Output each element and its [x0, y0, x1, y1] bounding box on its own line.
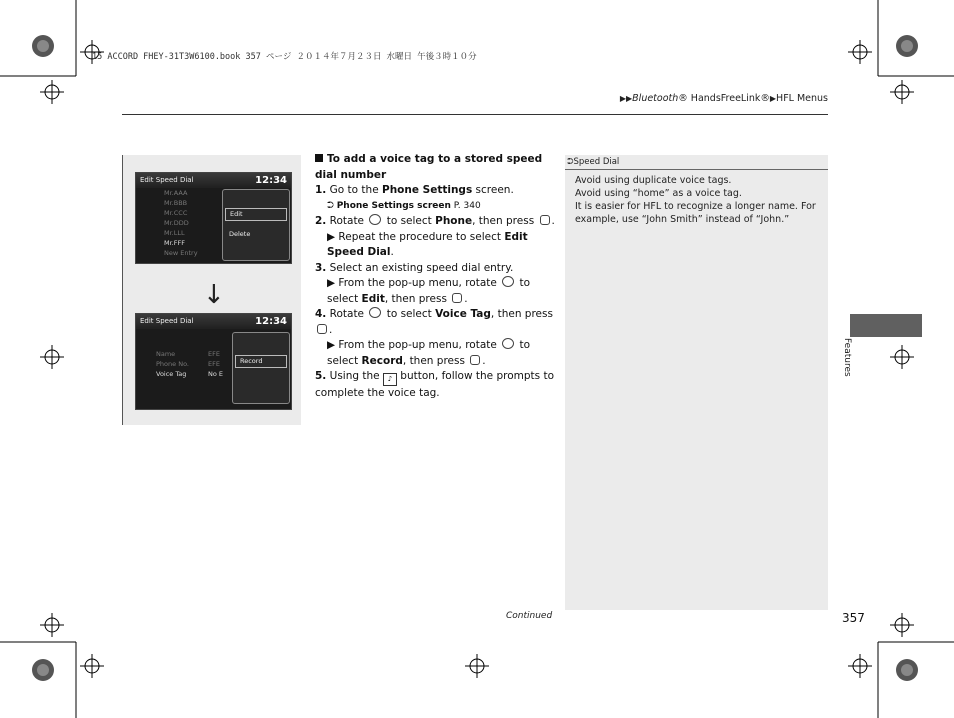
- double-arrow-icon: ⮊: [567, 157, 574, 167]
- field-label: Voice Tag: [156, 370, 187, 378]
- notes-body: [565, 170, 828, 230]
- step-text-bold: Phone: [435, 215, 473, 227]
- step-text: to select: [383, 308, 436, 320]
- step-text: to select: [327, 277, 531, 305]
- step-text: Go to the: [329, 184, 382, 196]
- step-text: Select an existing speed dial entry.: [329, 261, 514, 274]
- step-text: Rotate: [329, 215, 368, 227]
- list-item: Mr.BBB: [164, 199, 188, 207]
- popup-menu: [222, 189, 290, 261]
- step-text: , then press: [384, 292, 451, 305]
- note-line: Avoid using “home” as a voice tag.: [575, 188, 742, 199]
- continued-label: Continued: [506, 611, 553, 621]
- list-item: New Entry: [164, 249, 198, 257]
- popup-option-edit: Edit: [225, 208, 287, 221]
- selector-knob-icon: [369, 307, 381, 318]
- down-arrow-icon: ↓: [203, 280, 225, 310]
- breadcrumb-hfl-menus: HFL Menus: [776, 93, 828, 104]
- step-number: 1.: [315, 184, 327, 196]
- step-number: 2.: [315, 215, 327, 227]
- step-2: 2. Rotate to select Phone, then press .: [315, 215, 555, 227]
- step-number: 4.: [315, 308, 327, 320]
- step-1: [315, 183, 555, 199]
- step-4: 4. Rotate to select Voice Tag, then press .: [315, 308, 553, 336]
- step-text: , then press: [490, 308, 553, 320]
- reference-link: Phone Settings screen: [336, 200, 451, 211]
- step-text: button, follow the prompts to complete the voice tag.: [315, 370, 555, 399]
- step-text: to select: [383, 215, 436, 227]
- arrow-icon: ▶▶: [619, 94, 633, 103]
- page-number: 357: [842, 611, 865, 625]
- step-text: to select: [327, 339, 531, 367]
- step-text: Repeat the procedure to select: [338, 230, 505, 243]
- figure-panel: [122, 155, 301, 425]
- print-header-note: 15 ACCORD FHEY-31T3W6100.book 357 ページ ２０１４年７月２３日 水曜日 午後３時１０分: [92, 52, 477, 62]
- step-3-sub: ▶ From the pop-up menu, rotate to select Edit, then press .: [327, 277, 531, 305]
- step-text-bold: Record: [361, 354, 403, 367]
- step-text-bold: Edit: [361, 292, 385, 305]
- list-item: Mr.LLL: [164, 229, 185, 237]
- list-item: Mr.CCC: [164, 209, 188, 217]
- field-value: EFE: [208, 360, 220, 368]
- breadcrumb: [620, 93, 828, 104]
- screen-clock: 12:34: [255, 175, 287, 186]
- note-line: Avoid using duplicate voice tags.: [575, 175, 732, 186]
- talk-button-icon: ♪: [383, 373, 397, 386]
- step-text: , then press: [402, 354, 469, 367]
- breadcrumb-bluetooth: Bluetooth: [632, 93, 679, 104]
- step-2-sub: ▶ Repeat the procedure to select Edit Speed Dial.: [327, 230, 528, 258]
- step-number: 3.: [315, 261, 327, 274]
- list-item: Mr.FFF: [164, 239, 185, 247]
- step-text: From the pop-up menu, rotate: [338, 339, 501, 351]
- screen-titlebar: [136, 173, 291, 188]
- notes-title-text: Speed Dial: [573, 157, 620, 167]
- step-text: From the pop-up menu, rotate: [338, 277, 501, 289]
- cross-reference: ⮊ Phone Settings screen P. 340: [327, 200, 481, 211]
- press-knob-icon: [452, 293, 462, 303]
- screen-edit-speed-dial: [135, 172, 292, 264]
- field-label: Name: [156, 350, 176, 358]
- step-5: [315, 369, 555, 402]
- screen-title: Edit Speed Dial: [140, 176, 194, 184]
- list-item: Mr.DDD: [164, 219, 189, 227]
- press-knob-icon: [470, 355, 480, 365]
- step-text-bold: Phone Settings: [382, 184, 473, 196]
- popup-option-delete: Delete: [229, 230, 251, 238]
- section-tab: [850, 314, 922, 337]
- arrow-icon: ▶: [769, 94, 777, 103]
- selector-knob-icon: [502, 276, 514, 287]
- field-value: EFE: [208, 350, 220, 358]
- selector-knob-icon: [502, 338, 514, 349]
- step-4-sub: ▶ From the pop-up menu, rotate to select Record, then press .: [327, 339, 531, 367]
- header-rule: [122, 114, 828, 115]
- step-text: Rotate: [329, 308, 368, 320]
- step-text: Using the: [329, 370, 383, 382]
- steps-heading-text: To add a voice tag to a stored speed dial number: [315, 153, 543, 181]
- notes-panel: [565, 155, 828, 610]
- selector-knob-icon: [369, 214, 381, 225]
- step-number: 5.: [315, 370, 327, 382]
- note-line: It is easier for HFL to recognize a longer name. For example, use “John Smith” instead of “John.”: [575, 201, 816, 225]
- step-text: screen.: [472, 184, 514, 196]
- screen-titlebar: [136, 314, 291, 329]
- screen-title: Edit Speed Dial: [140, 317, 194, 325]
- instruction-steps: [315, 152, 555, 402]
- section-label: Features: [842, 338, 852, 377]
- steps-heading: [315, 152, 555, 183]
- step-3: [315, 261, 555, 277]
- breadcrumb-handsfreelink: ® HandsFreeLink®: [678, 93, 770, 104]
- list-item: Mr.AAA: [164, 189, 188, 197]
- notes-title: [565, 155, 828, 170]
- press-knob-icon: [317, 324, 327, 334]
- popup-option-record: Record: [235, 355, 287, 368]
- field-label: Phone No.: [156, 360, 189, 368]
- field-value: No E: [208, 370, 224, 378]
- step-text-bold: Edit Speed Dial: [327, 230, 528, 258]
- popup-menu: [232, 332, 290, 404]
- press-knob-icon: [540, 215, 550, 225]
- step-text: , then press: [472, 215, 538, 227]
- reference-page: P. 340: [450, 200, 481, 211]
- screen-clock: 12:34: [255, 316, 287, 327]
- square-bullet-icon: [315, 154, 323, 162]
- step-text-bold: Voice Tag: [435, 308, 491, 320]
- screen-edit-speed-dial-2: [135, 313, 292, 410]
